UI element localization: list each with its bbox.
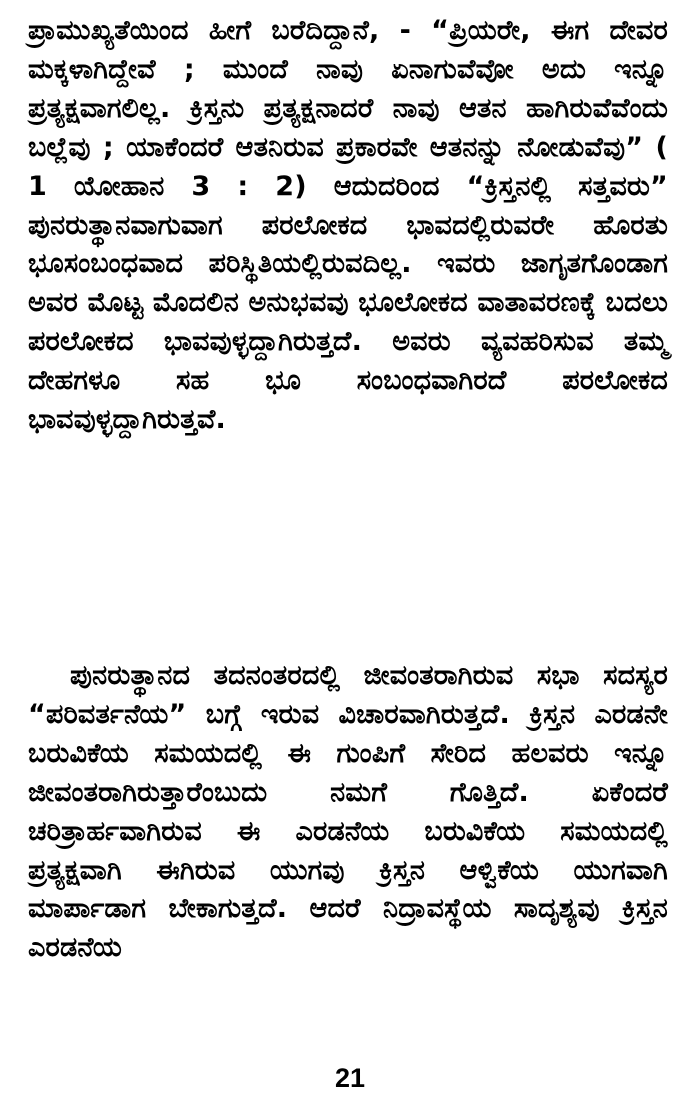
body-paragraph-2: ಪುನರುತ್ಥಾನದ ತದನಂತರದಲ್ಲಿ ಜೀವಂತರಾಗಿರುವ ಸಭಾ ಸದಸ್ಯರ “ಪರಿವರ್ತನೆಯ” ಬಗ್ಗೆ ಇರುವ ವಿಚಾರವಾಗಿರುತ್ತದೆ. ಕ್ರಿಸ್ತನ ಎರಡನೇ ಬರುವಿಕೆಯ ಸಮಯದಲ್ಲಿ ಈ ಗುಂಪಿಗೆ ಸೇರಿದ ಹಲವರು ಇನ್ನೂ ಜೀವಂತರಾಗಿರುತ್ತಾರೆಂಬುದು ನಮಗೆ ಗೊತ್ತಿದೆ. ಏಕೆಂದರೆ ಚರಿತ್ರಾರ್ಹವಾಗಿರುವ ಈ ಎರಡನೆಯ ಬರುವಿಕೆಯ ಸಮಯದಲ್ಲಿ ಪ್ರತ್ಯಕ್ಷವಾಗಿ ಈಗಿರುವ ಯುಗವು ಕ್ರಿಸ್ತನ ಆಳ್ವಿಕೆಯ ಯುಗವಾಗಿ ಮಾರ್ಪಾಡಾಗ ಬೇಕಾಗುತ್ತದೆ. ಆದರೆ ನಿದ್ರಾವಸ್ಥೆಯ ಸಾದೃಶ್ಯವು ಕ್ರಿಸ್ತನ ಎರಡನೆಯ	[28, 660, 668, 964]
page-number: 21	[334, 1063, 366, 1093]
body-paragraph-1: ಪ್ರಾಮುಖ್ಯತೆಯಿಂದ ಹೀಗೆ ಬರೆದಿದ್ದಾನೆ, - “ಪ್ರಿಯರೇ, ಈಗ ದೇವರ ಮಕ್ಕಳಾಗಿದ್ದೇವೆ ; ಮುಂದೆ ನಾವು ಏನಾಗುವೆವೋ ಅದು ಇನ್ನೂ ಪ್ರತ್ಯಕ್ಷವಾಗಲಿಲ್ಲ. ಕ್ರಿಸ್ತನು ಪ್ರತ್ಯಕ್ಷನಾದರೆ ನಾವು ಆತನ ಹಾಗಿರುವೆವೆಂದು ಬಲ್ಲೆವು ; ಯಾಕೆಂದರೆ ಆತನಿರುವ ಪ್ರಕಾರವೇ ಆತನನ್ನು ನೋಡುವೆವು” ( 1 ಯೋಹಾನ 3 : 2) ಆದುದರಿಂದ “ಕ್ರಿಸ್ತನಲ್ಲಿ ಸತ್ತವರು” ಪುನರುತ್ಥಾನವಾಗುವಾಗ ಪರಲೋಕದ ಭಾವದಲ್ಲಿರುವರೇ ಹೊರತು ಭೂಸಂಬಂಧವಾದ ಪರಿಸ್ಥಿತಿಯಲ್ಲಿರುವದಿಲ್ಲ. ಇವರು ಜಾಗೃತಗೊಂಡಾಗ ಅವರ ಮೊಟ್ಟ ಮೊದಲಿನ ಅನುಭವವು ಭೂಲೋಕದ ವಾತಾವರಣಕ್ಕೆ ಬದಲು ಪರಲೋಕದ ಭಾವವುಳ್ಳದ್ದಾಗಿರುತ್ತದೆ. ಅವರು ವ್ಯವಹರಿಸುವ ತಮ್ಮ ದೇಹಗಳೂ ಸಹ ಭೂ ಸಂಬಂಧವಾಗಿರದೆ ಪರಲೋಕದ ಭಾವವುಳ್ಳದ್ದಾಗಿರುತ್ತವೆ.	[28, 15, 668, 436]
